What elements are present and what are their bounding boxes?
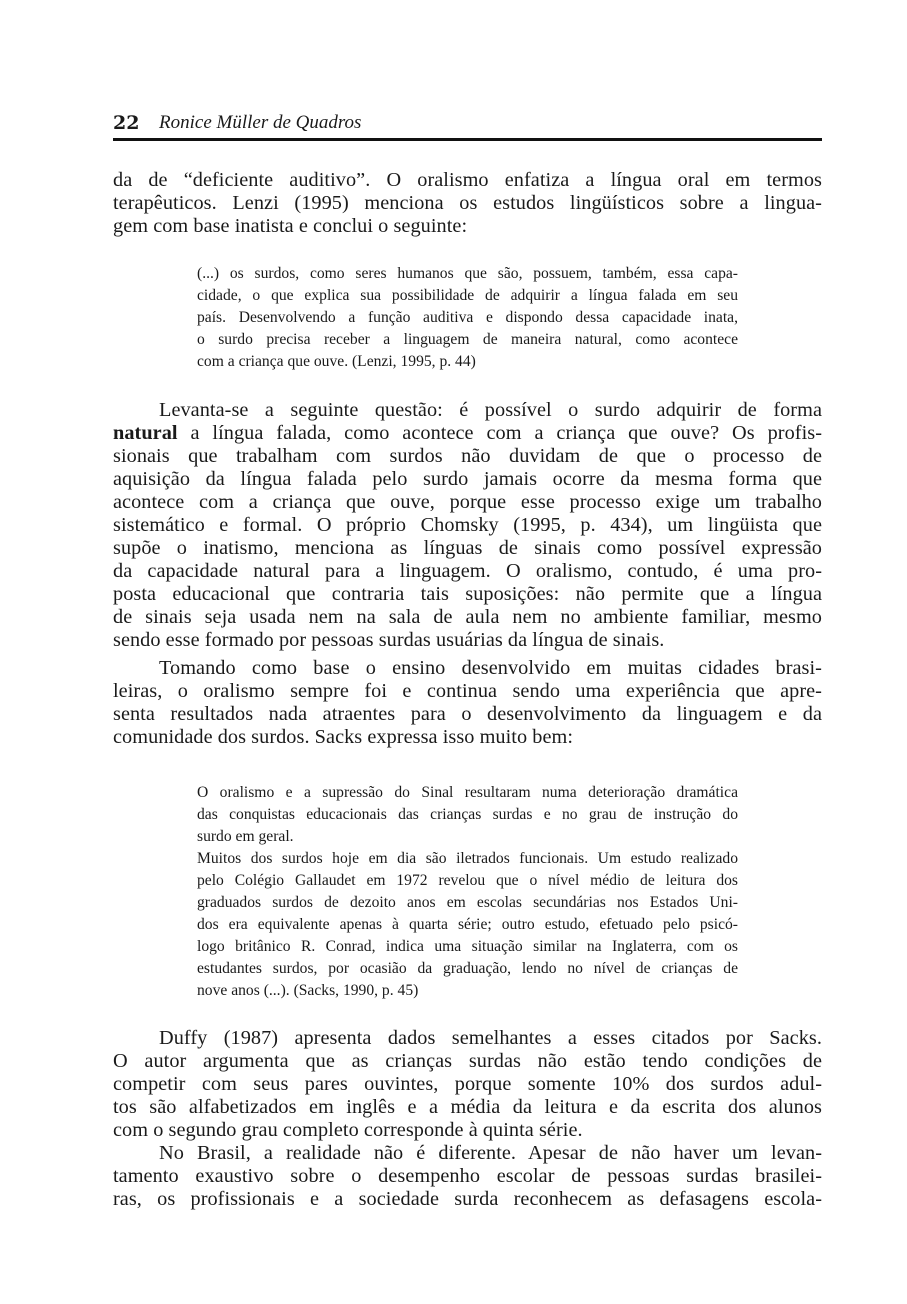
running-header (113, 111, 822, 139)
text-line: O autor argumenta que as crianças surdas não estão tendo condições de (113, 1050, 822, 1072)
text-line: sistemático e formal. O próprio Chomsky (1995, p. 434), um lingüista que (113, 514, 822, 536)
quote-line: pelo Colégio Gallaudet em 1972 revelou que o nível médio de leitura dos (197, 872, 738, 889)
text-line: tos são alfabetizados em inglês e a média da leitura e da escrita dos alunos (113, 1096, 822, 1118)
quote-line: logo britânico R. Conrad, indica uma situação similar na Inglaterra, com os (197, 938, 738, 955)
text-line: Tomando como base o ensino desenvolvido em muitas cidades brasi- (159, 657, 822, 679)
text-line: sionais que trabalham com surdos não duvidam de que o processo de (113, 445, 822, 467)
text-line: sendo esse formado por pessoas surdas usuárias da língua de sinais. (113, 629, 665, 651)
quote-line: graduados surdos de dezoito anos em escolas secundárias nos Estados Uni- (197, 894, 738, 911)
text-line: da de “deficiente auditivo”. O oralismo enfatiza a língua oral em termos (113, 169, 822, 191)
quote-line: com a criança que ouve. (Lenzi, 1995, p. 44) (197, 353, 476, 370)
text-line: terapêuticos. Lenzi (1995) menciona os estudos lingüísticos sobre a lingua- (113, 192, 822, 214)
quote-line: surdo em geral. (197, 828, 294, 845)
text-line: gem com base inatista e conclui o seguinte: (113, 215, 468, 237)
text-line: No Brasil, a realidade não é diferente. Apesar de não haver um levan- (159, 1142, 822, 1164)
text-line: da capacidade natural para a linguagem. O oralismo, contudo, é uma pro- (113, 560, 822, 582)
running-head-author: Ronice Müller de Quadros (159, 112, 362, 133)
text-line: ras, os profissionais e a sociedade surda reconhecem as defasagens escola- (113, 1188, 822, 1210)
text-line: leiras, o oralismo sempre foi e continua sendo uma experiência que apre- (113, 680, 822, 702)
text-line: de sinais seja usada nem na sala de aula nem no ambiente familiar, mesmo (113, 606, 822, 628)
text-line: supõe o inatismo, menciona as línguas de sinais como possível expressão (113, 537, 822, 559)
quote-line: país. Desenvolvendo a função auditiva e dispondo dessa capacidade inata, (197, 309, 738, 326)
text-line: acontece com a criança que ouve, porque esse processo exige um trabalho (113, 491, 822, 513)
emphasis-bold: natural (113, 422, 178, 444)
quote-line: das conquistas educacionais das crianças surdas e no grau de instrução do (197, 806, 738, 823)
quote-line: dos era equivalente apenas à quarta série; outro estudo, efetuado pelo psicó- (197, 916, 738, 933)
text-segment: a língua falada, como acontece com a criança que ouve? Os profis- (177, 422, 822, 444)
page-number: 22 (113, 112, 140, 134)
text-line: posta educacional que contraria tais suposições: não permite que a língua (113, 583, 822, 605)
quote-line: nove anos (...). (Sacks, 1990, p. 45) (197, 982, 419, 999)
text-line: senta resultados nada atraentes para o desenvolvimento da linguagem e da (113, 703, 822, 725)
text-line: aquisição da língua falada pelo surdo jamais ocorre da mesma forma que (113, 468, 822, 490)
text-line: com o segundo grau completo corresponde à quinta série. (113, 1119, 583, 1141)
text-line: competir com seus pares ouvintes, porque somente 10% dos surdos adul- (113, 1073, 822, 1095)
text-line: Duffy (1987) apresenta dados semelhantes a esses citados por Sacks. (159, 1027, 822, 1049)
quote-line: O oralismo e a supressão do Sinal resultaram numa deterioração dramática (197, 784, 738, 801)
quote-line: cidade, o que explica sua possibilidade de adquirir a língua falada em seu (197, 287, 738, 304)
text-line (113, 422, 822, 445)
quote-line: estudantes surdos, por ocasião da graduação, lendo no nível de crianças de (197, 960, 738, 977)
text-line: Levanta-se a seguinte questão: é possível o surdo adquirir de forma (159, 399, 822, 421)
quote-line: Muitos dos surdos hoje em dia são iletrados funcionais. Um estudo realizado (197, 850, 738, 867)
quote-line: (...) os surdos, como seres humanos que são, possuem, também, essa capa- (197, 265, 738, 282)
text-line: comunidade dos surdos. Sacks expressa isso muito bem: (113, 726, 574, 748)
quote-line: o surdo precisa receber a linguagem de maneira natural, como acontece (197, 331, 738, 348)
header-rule (113, 138, 822, 141)
text-line: tamento exaustivo sobre o desempenho escolar de pessoas surdas brasilei- (113, 1165, 822, 1187)
